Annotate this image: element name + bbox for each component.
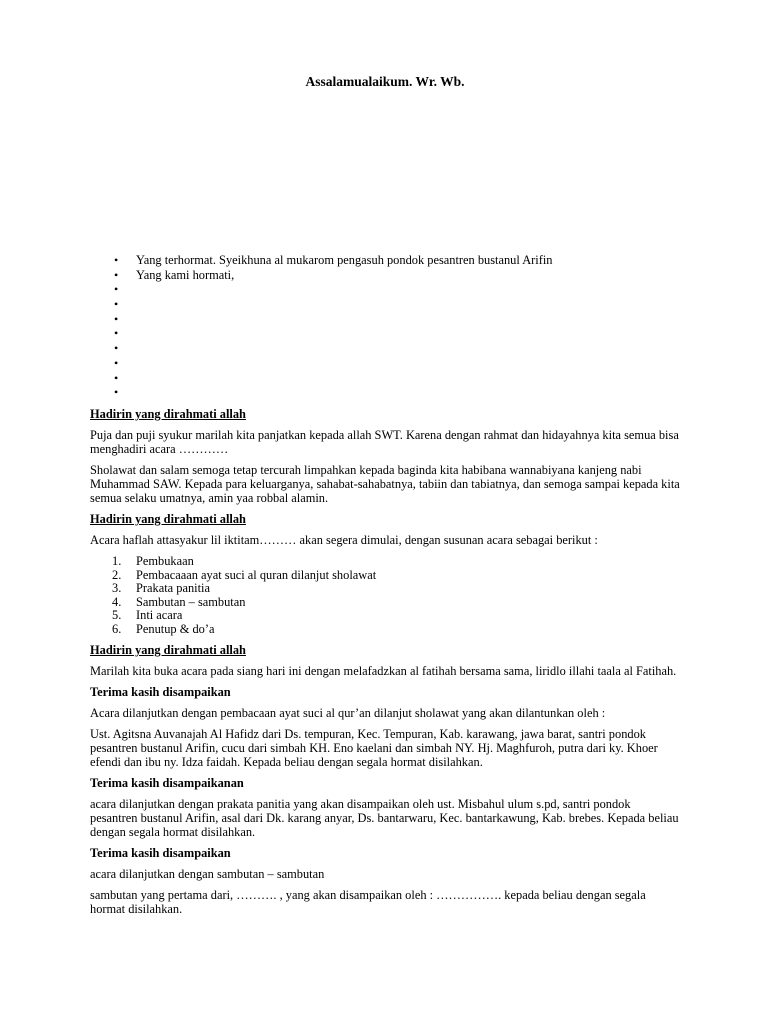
bullet-item — [90, 312, 680, 327]
agenda-item — [90, 622, 680, 636]
agenda-number: 6. — [112, 621, 122, 636]
agenda-text: Pembukaan — [136, 554, 194, 568]
section-heading: Hadirin yang dirahmati allah — [90, 643, 246, 657]
paragraph: Ust. Agitsna Auvanajah Al Hafidz dari Ds. tempuran, Kec. Tempuran, Kab. karawang, jawa barat, santri pondok pesantren bustanul Arifin, cucu dari simbah KH. Eno kaelani dan simbah NY. Hj. Maghfuroh, putra dari ky. Khoer efendi dan ibu ny. Idza faidah. Kepada beliau dengan segala hormat disilahkan. — [90, 727, 658, 769]
paragraph: Acara dilanjutkan dengan pembacaan ayat suci al qur’an dilanjut sholawat yang akan dilantunkan oleh : — [90, 706, 606, 720]
bullet-item: • Yang kami hormati, — [90, 268, 680, 283]
paragraph: sambutan yang pertama dari, ………. , yang akan disampaikan oleh : ……………. kepada beliau dengan segala hormat disilahkan. — [90, 888, 646, 916]
agenda-item — [90, 554, 680, 568]
paragraph: Puja dan puji syukur marilah kita panjatkan kepada allah SWT. Karena dengan rahmat dan hidayahnya kita semua bisa menghadiri acara ………… — [90, 428, 679, 456]
paragraph: Marilah kita buka acara pada siang hari ini dengan melafadzkan al fatihah bersama sama, liridlo illahi taala al Fatihah. — [90, 664, 677, 678]
paragraph: acara dilanjutkan dengan sambutan – sambutan — [90, 867, 325, 881]
agenda-text: Penutup & do’a — [136, 621, 215, 636]
agenda-number: 1. — [112, 554, 122, 568]
agenda-text: Sambutan – sambutan — [136, 594, 246, 609]
bullet-item — [90, 282, 680, 297]
bold-heading: Terima kasih disampaikan — [90, 685, 231, 699]
bullet-item — [90, 385, 680, 400]
paragraph: Sholawat dan salam semoga tetap tercurah limpahkan kepada baginda kita habibana wannabiyana kanjeng nabi Muhammad SAW. Kepada para keluarganya, sahabat-sahabatnya, tabiin dan tabiatnya, dan semoga sampai kepada kita semua selaku umatnya, amin yaa robbal alamin. — [90, 463, 680, 505]
page-title: Assalamualaikum. Wr. Wb. — [305, 74, 465, 89]
agenda-list — [90, 554, 680, 635]
bullet-item — [90, 371, 680, 386]
bold-heading: Terima kasih disampaikan — [90, 846, 231, 860]
document-body — [90, 407, 680, 923]
agenda-number: 3. — [112, 581, 122, 595]
bullet-item — [90, 326, 680, 341]
agenda-item — [90, 581, 680, 595]
bullet-item: • Yang terhormat. Syeikhuna al mukarom pengasuh pondok pesantren bustanul Arifin — [90, 253, 680, 268]
bullet-item — [90, 341, 680, 356]
bullet-item — [90, 356, 680, 371]
agenda-item — [90, 608, 680, 622]
section-heading: Hadirin yang dirahmati allah — [90, 512, 246, 526]
agenda-number: 2. — [112, 567, 122, 582]
bullet-item — [90, 297, 680, 312]
paragraph: acara dilanjutkan dengan prakata panitia yang akan disampaikan oleh ust. Misbahul ulum s.pd, santri pondok pesantren bustanul Arifin, asal dari Dk. karang anyar, Ds. bantarwaru, Kec. bantarkawung, Kab. brebes. Kepada beliau dengan segala hormat disilahkan. — [90, 797, 679, 839]
agenda-item — [90, 595, 680, 609]
agenda-text: Inti acara — [136, 608, 183, 622]
greeting-bullet-list — [90, 253, 680, 400]
agenda-text: Prakata panitia — [136, 581, 210, 595]
agenda-text: Pembacaaan ayat suci al quran dilanjut sholawat — [136, 567, 377, 582]
section-heading: Hadirin yang dirahmati allah — [90, 407, 246, 421]
paragraph: Acara haflah attasyakur lil iktitam……… akan segera dimulai, dengan susunan acara sebagai berikut : — [90, 533, 598, 547]
agenda-item — [90, 568, 680, 582]
agenda-number: 4. — [112, 594, 122, 609]
agenda-number: 5. — [112, 608, 122, 622]
bold-heading: Terima kasih disampaikanan — [90, 776, 244, 790]
